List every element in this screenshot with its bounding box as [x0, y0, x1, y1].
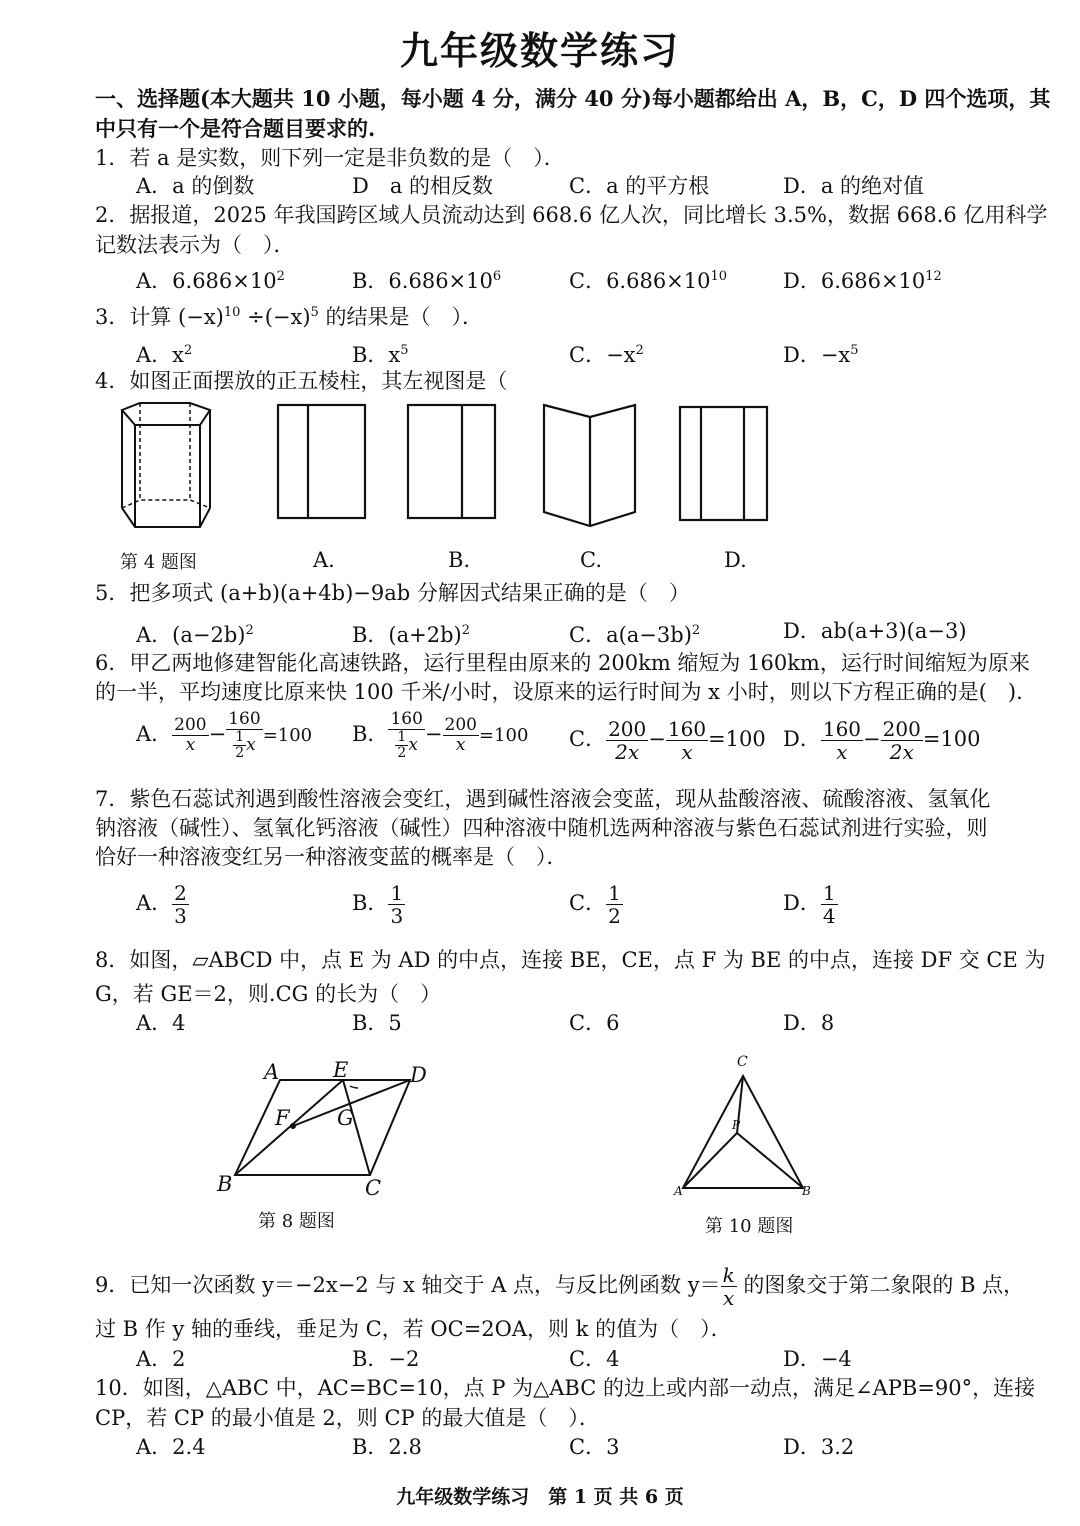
q1-stem: 1．若 a 是实数，则下列一定是非负数的是（ ）．: [95, 146, 565, 170]
option-a-view: [277, 404, 367, 520]
q2-stem-line2: 记数法表示为（ ）．: [95, 233, 295, 257]
point-p-label: P: [732, 1118, 741, 1132]
q9-option-b: B．−2: [352, 1347, 420, 1371]
q8-option-b: B．5: [352, 1011, 402, 1035]
q4-option-a: A.: [313, 548, 335, 572]
point-b-label: B: [217, 1172, 233, 1196]
q10-figure-caption: 第 10 题图: [705, 1216, 794, 1237]
q9-option-d: D．−4: [783, 1347, 852, 1371]
triangle-figure: [675, 1068, 815, 1193]
point-e-label: E: [333, 1058, 349, 1082]
q3-stem: 3．计算 $(-x)^{10} \div(-x)^5$ 的结果是（ ）．: [95, 305, 483, 329]
q5-option-b: B．$(a+2b)^2$: [352, 623, 471, 647]
point-g-label: G: [337, 1106, 354, 1130]
q9-option-a: A．2: [136, 1347, 186, 1371]
point-f-label: F: [275, 1106, 290, 1130]
q7-option-a: A． $\frac{2}{3}$: [136, 881, 187, 928]
page-footer: 九年级数学练习 第 1 页 共 6 页: [396, 1486, 684, 1508]
q10-option-b: B．2.8: [352, 1435, 422, 1459]
q1-option-b: D a 的相反数: [352, 174, 494, 198]
q4-option-b: B.: [448, 548, 471, 572]
q9-stem-line1: 9．已知一次函数 y＝−2x−2 与 x 轴交于 A 点，与反比例函数 y＝ $\frac{k}{x}$ 的图象交于第二象限的 B 点，: [95, 1263, 1025, 1310]
q10-option-d: D．3.2: [783, 1435, 855, 1459]
point-c-label-q10: C: [737, 1054, 748, 1070]
q2-option-c: C．$6.686\times 10^{10}$: [569, 269, 728, 293]
q7-option-d: D． $\frac{1}{4}$: [783, 881, 836, 928]
q7-option-c: C． $\frac{1}{2}$: [569, 881, 621, 928]
q10-stem-line2: CP，若 CP 的最小值是 2，则 CP 的最大值是（ ）．: [95, 1406, 600, 1430]
q3-option-b: B．$x^5$: [352, 343, 409, 367]
q6-stem-line2: 的一半，平均速度比原来快 100 千米/小时，设原来的运行时间为 x 小时，则以下方程正确的是( ).: [95, 680, 1023, 704]
q9-option-c: C．4: [569, 1347, 620, 1371]
section-instruction-line1: 一、选择题(本大题共 10 小题，每小题 4 分，满分 40 分)每小题都给出 A，B，C，D 四个选项，其: [95, 86, 1051, 111]
point-c-label: C: [365, 1176, 382, 1200]
point-d-label: D: [410, 1063, 427, 1087]
q3-option-c: C．$-x^2$: [569, 343, 644, 367]
q5-option-a: A．$(a-2b)^2$: [136, 623, 254, 647]
q8-option-c: C．6: [569, 1011, 620, 1035]
q5-stem: 5．把多项式 (a+b)(a+4b)−9ab 分解因式结果正确的是（ ）: [95, 581, 690, 605]
point-b-label-q10: B: [802, 1184, 811, 1198]
q4-option-d: D.: [724, 548, 747, 572]
q6-option-a: A． $\frac{200}{x}$ − 160 $\frac{1}{2}$ x =100: [136, 709, 313, 761]
q8-option-d: D．8: [783, 1011, 835, 1035]
q6-stem-line1: 6．甲乙两地修建智能化高速铁路，运行里程由原来的 200km 缩短为 160km，运行时间缩短为原来: [95, 651, 1030, 675]
q3-option-a: A．$x^2$: [136, 343, 193, 367]
pentagonal-prism-figure: [115, 400, 215, 535]
q6-option-d: D． $\frac{160}{x}$ − $\frac{200}{2x}$ =100: [783, 717, 981, 764]
option-b-view: [407, 404, 497, 520]
q1-option-a: A．a 的倒数: [136, 174, 255, 198]
q2-option-a: A．$6.686\times 10^2$: [136, 269, 285, 293]
option-c-view: [543, 404, 637, 530]
section-instruction-line2: 中只有一个是符合题目要求的.: [95, 116, 376, 141]
q7-option-b: B． $\frac{1}{3}$: [352, 881, 404, 928]
q2-option-d: D．$6.686\times 10^{12}$: [783, 269, 942, 293]
point-a-label-q10: A: [674, 1184, 683, 1198]
q8-option-a: A．4: [136, 1011, 186, 1035]
q7-stem-line1: 7．紫色石蕊试剂遇到酸性溶液会变红，遇到碱性溶液会变蓝，现从盐酸溶液、硫酸溶液、氢氧化: [95, 787, 991, 811]
option-d-view: [679, 406, 769, 522]
q7-stem-line3: 恰好一种溶液变红另一种溶液变蓝的概率是（ ）．: [95, 845, 568, 869]
q6-option-c: C． $\frac{200}{2x}$ − $\frac{160}{x}$ =100: [569, 717, 766, 764]
q1-option-c: C．a 的平方根: [569, 174, 710, 198]
q2-stem-line1: 2．据报道，2025 年我国跨区域人员流动达到 668.6 亿人次，同比增长 3.5%，数据 668.6 亿用科学: [95, 203, 1048, 227]
q4-figure-caption: 第 4 题图: [120, 552, 197, 573]
q10-option-c: C．3: [569, 1435, 620, 1459]
q4-stem: 4．如图正面摆放的正五棱柱，其左视图是（: [95, 369, 508, 393]
page-title: 九年级数学练习: [399, 28, 680, 73]
q5-option-c: C．$a(a-3b)^2$: [569, 623, 701, 647]
q5-option-d: D．ab(a+3)(a−3): [783, 619, 967, 643]
q8-stem-line1: 8．如图，▱ABCD 中，点 E 为 AD 的中点，连接 BE，CE，点 F 为 BE 的中点，连接 DF 交 CE 为: [95, 948, 1046, 972]
q6-option-b: B． 160 $\frac{1}{2}$ x − $\frac{200}{x}$ =100: [352, 709, 529, 761]
q1-option-d: D．a 的绝对值: [783, 174, 925, 198]
q8-figure-caption: 第 8 题图: [258, 1211, 335, 1232]
q8-stem-line2: G，若 GE＝2，则.CG 的长为（ ）: [95, 982, 442, 1006]
q9-stem-line2: 过 B 作 y 轴的垂线，垂足为 C，若 OC=2OA，则 k 的值为（ ）．: [95, 1317, 732, 1341]
q10-option-a: A．2.4: [136, 1435, 206, 1459]
q4-option-c: C.: [580, 548, 602, 572]
point-a-label: A: [264, 1060, 280, 1084]
q2-option-b: B．$6.686\times 10^6$: [352, 269, 502, 293]
q3-option-d: D．$-x^5$: [783, 343, 859, 367]
q7-stem-line2: 钠溶液（碱性）、氢氧化钙溶液（碱性）四种溶液中随机选两种溶液与紫色石蕊试剂进行实验，则: [95, 816, 988, 840]
q10-stem-line1: 10．如图，△ABC 中，AC=BC=10，点 P 为△ABC 的边上或内部一动点，满足∠APB=90°，连接: [95, 1376, 1036, 1400]
parallelogram-figure: [210, 1060, 430, 1200]
